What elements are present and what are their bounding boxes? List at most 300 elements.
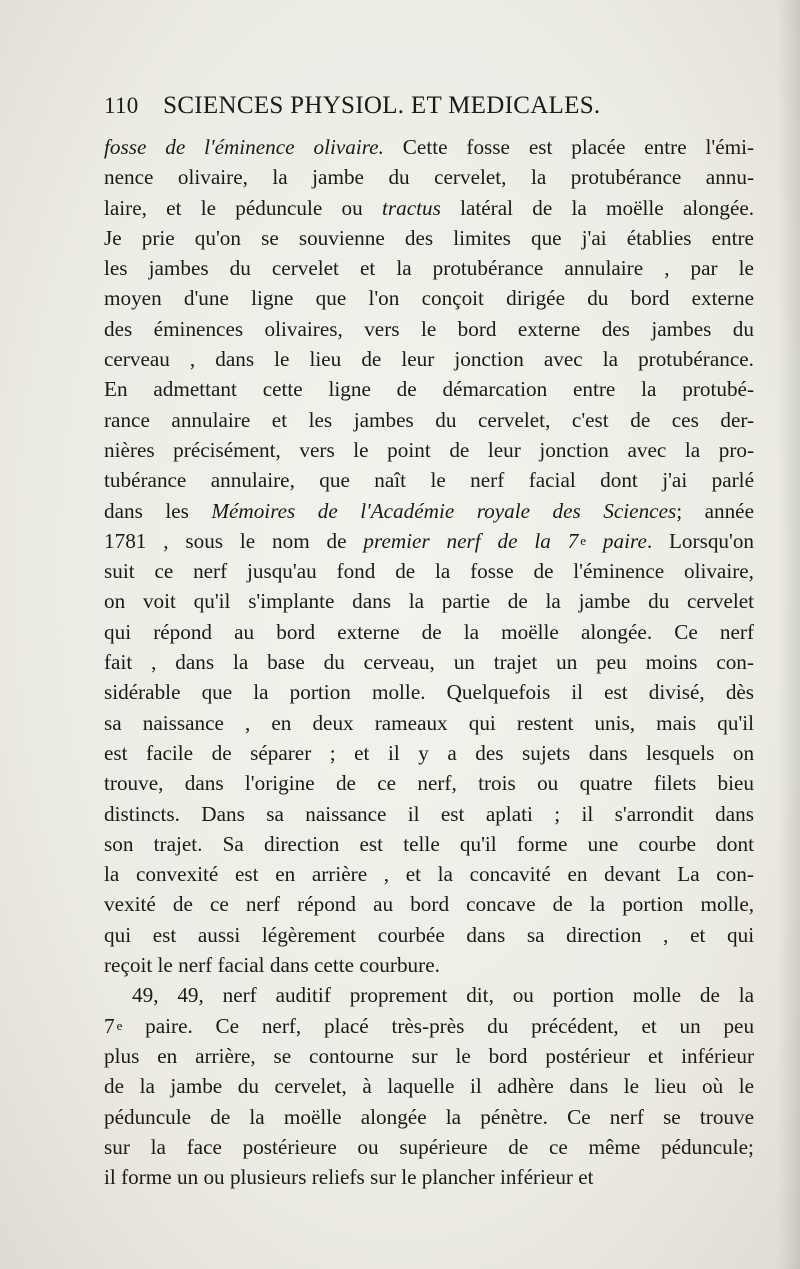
word: reliefs xyxy=(311,1165,365,1190)
word: cerveau xyxy=(104,347,170,372)
word: devant xyxy=(604,862,661,887)
word: l'éminence xyxy=(204,135,295,159)
word: de xyxy=(552,892,573,917)
word: La xyxy=(677,862,700,887)
word: trajet. xyxy=(153,831,203,856)
word: l'émi- xyxy=(705,135,754,159)
word: précisément, xyxy=(173,437,281,462)
word: aplati xyxy=(485,801,533,826)
word: nence xyxy=(104,165,154,190)
word: nerf xyxy=(446,528,481,553)
word: sur xyxy=(411,1043,438,1068)
word: annulaire xyxy=(171,407,251,432)
word: sa xyxy=(266,801,284,826)
word: inférieur xyxy=(500,1165,573,1190)
word: la xyxy=(104,862,120,887)
word: il xyxy=(387,740,400,765)
word: facile xyxy=(146,740,194,765)
word: de xyxy=(210,1104,231,1129)
text-line xyxy=(104,526,754,556)
word: la xyxy=(408,589,425,614)
text-line xyxy=(104,889,754,919)
word: on xyxy=(732,740,754,765)
word: partie xyxy=(441,589,491,614)
text-line xyxy=(104,283,754,313)
word: par xyxy=(690,256,718,281)
word: jambe xyxy=(578,589,631,614)
word: qui xyxy=(104,922,132,947)
running-title: SCIENCES PHYSIOL. ET MEDICALES. xyxy=(163,92,601,119)
word: restent xyxy=(516,710,574,735)
word: la xyxy=(530,165,547,190)
word: 49, xyxy=(177,983,204,1008)
word: direction xyxy=(566,922,642,947)
text-line xyxy=(104,799,754,829)
word: jonction xyxy=(539,437,609,462)
word: naissance xyxy=(142,710,224,735)
word: des xyxy=(475,740,504,765)
word: sa xyxy=(104,710,122,735)
word: trois xyxy=(478,771,516,796)
word: protubé- xyxy=(682,377,754,402)
word: En xyxy=(104,377,128,402)
word: royale xyxy=(476,498,531,523)
superscript: e xyxy=(580,532,587,548)
word: quatre xyxy=(579,771,633,796)
word: des xyxy=(404,225,434,250)
word: olivaire, xyxy=(683,559,754,584)
word: son xyxy=(104,831,134,856)
word: du xyxy=(323,650,345,675)
word: éminences xyxy=(153,316,244,341)
word: nerf xyxy=(178,953,213,978)
word: ; xyxy=(329,740,336,765)
word: le xyxy=(157,953,173,978)
word: protubérance. xyxy=(638,347,754,372)
word: s'arrondit xyxy=(614,801,694,826)
word: du xyxy=(487,1013,509,1038)
text-line xyxy=(104,1011,754,1041)
word: supérieure xyxy=(399,1134,488,1159)
word: molle, xyxy=(700,892,754,917)
word: de xyxy=(507,589,528,614)
word: de xyxy=(361,347,382,372)
word: que xyxy=(319,468,350,493)
word: Je xyxy=(104,225,122,250)
word: con- xyxy=(716,862,754,887)
word: ou xyxy=(357,1134,379,1159)
word: jambes xyxy=(148,256,209,281)
word: où xyxy=(702,1074,724,1099)
word: fosse xyxy=(470,559,514,584)
text-line xyxy=(104,1071,754,1101)
word: laire, xyxy=(104,195,147,220)
word: face xyxy=(186,1134,222,1159)
word: contourne xyxy=(309,1043,394,1068)
word: vers xyxy=(364,316,400,341)
word: moëlle xyxy=(606,195,664,220)
word: et xyxy=(641,1013,657,1038)
word: annulaire xyxy=(564,256,644,281)
word: la xyxy=(463,619,480,644)
text-line xyxy=(104,314,754,344)
word: dans xyxy=(352,589,391,614)
word: la xyxy=(249,1104,265,1129)
word: nerf xyxy=(719,619,754,644)
word: qui xyxy=(468,710,496,735)
word: laquelle xyxy=(387,1074,455,1099)
word: ce xyxy=(377,771,397,796)
word: séparer xyxy=(250,740,312,765)
word: admettant xyxy=(153,377,237,402)
word: telle xyxy=(403,831,440,856)
word: un xyxy=(453,650,475,675)
word: nerf xyxy=(222,983,257,1008)
word: nerf xyxy=(245,892,281,917)
word: . xyxy=(646,528,653,553)
word: précédent, xyxy=(531,1013,619,1038)
word: molle xyxy=(632,983,682,1008)
word: nerf xyxy=(609,1104,644,1129)
word: de xyxy=(104,1074,124,1099)
word: cervelet, xyxy=(274,1074,347,1099)
text-line xyxy=(104,738,754,768)
word: entre xyxy=(572,377,616,402)
word: annu- xyxy=(705,165,754,190)
word: de xyxy=(165,135,186,159)
word: concavité xyxy=(469,862,551,887)
word: le xyxy=(420,316,437,341)
word: il xyxy=(104,1165,116,1190)
text-line xyxy=(104,1132,754,1162)
word: et xyxy=(578,1165,594,1190)
word: ligne xyxy=(328,377,371,402)
word: olivaire. xyxy=(313,135,384,159)
word: cerveau, xyxy=(363,650,435,675)
word: des xyxy=(552,498,581,523)
word: un xyxy=(679,1013,701,1038)
word: 49, xyxy=(132,983,159,1008)
word: la xyxy=(150,1134,166,1159)
word: l'origine xyxy=(244,771,315,796)
word: , xyxy=(245,710,251,735)
word: que xyxy=(530,225,562,250)
word: au xyxy=(373,892,394,917)
word: de xyxy=(396,377,417,402)
word: cervelet xyxy=(271,256,339,281)
word: leur xyxy=(401,347,435,372)
word: vexité xyxy=(104,892,156,917)
word: le xyxy=(738,1074,754,1099)
word: protubérance xyxy=(432,256,544,281)
word: le xyxy=(200,195,216,220)
word: dans xyxy=(269,953,309,978)
word: entre xyxy=(644,135,687,159)
word: de xyxy=(630,407,651,432)
word: bord xyxy=(488,1043,528,1068)
word: , xyxy=(383,862,390,887)
word: de xyxy=(699,983,720,1008)
word: dans xyxy=(569,1074,609,1099)
word: la xyxy=(589,892,606,917)
word: point xyxy=(387,437,431,462)
word: Ce xyxy=(674,619,698,644)
word: péduncule; xyxy=(660,1134,754,1159)
word: rameaux xyxy=(374,710,448,735)
word: Dans xyxy=(201,801,245,826)
word: alongée. xyxy=(682,195,754,220)
text-line xyxy=(104,1041,754,1071)
word: la xyxy=(641,377,657,402)
word: nerf xyxy=(470,468,505,493)
word: l'Académie xyxy=(360,498,455,523)
word: dans xyxy=(184,771,224,796)
word: limites xyxy=(453,225,511,250)
word: ou xyxy=(203,1165,225,1190)
word: 7 xyxy=(567,528,579,553)
word: proprement xyxy=(349,983,448,1008)
word: plancher xyxy=(421,1165,495,1190)
word: ces xyxy=(671,407,699,432)
text-line xyxy=(104,344,754,374)
word: les xyxy=(308,407,333,432)
word: cette xyxy=(262,377,303,402)
word: tractus xyxy=(381,195,441,220)
word: , xyxy=(664,256,670,281)
word: répond xyxy=(153,619,213,644)
word: distincts. xyxy=(104,801,180,826)
word: base xyxy=(267,650,305,675)
word: légèrement xyxy=(261,922,357,947)
word: pénètre. xyxy=(480,1104,548,1129)
word: portion xyxy=(552,983,614,1008)
word: forme xyxy=(121,1165,172,1190)
text-line xyxy=(104,193,754,223)
word: jusqu'au xyxy=(246,559,317,584)
word: la xyxy=(738,983,754,1008)
word: , xyxy=(151,650,157,675)
word: lieu xyxy=(654,1074,687,1099)
text-line xyxy=(104,1162,754,1192)
word: de xyxy=(497,528,518,553)
word: est xyxy=(604,680,628,705)
text-line xyxy=(104,708,754,738)
word: à xyxy=(362,1074,372,1099)
word: entre xyxy=(711,225,754,250)
word: dans xyxy=(215,347,255,372)
word: portion xyxy=(622,892,684,917)
word: nières xyxy=(104,437,155,462)
word: dirigée xyxy=(506,286,565,311)
word: sa xyxy=(526,922,545,947)
word: premier xyxy=(363,528,430,553)
word: con- xyxy=(716,650,754,675)
word: la xyxy=(602,347,619,372)
word: fond xyxy=(336,559,376,584)
word: est xyxy=(234,862,259,887)
word: est xyxy=(152,922,177,947)
word: dans xyxy=(175,650,215,675)
word: courbée xyxy=(377,922,445,947)
word: placée xyxy=(571,135,626,159)
word: peu xyxy=(596,650,627,675)
text-line xyxy=(104,950,754,980)
word: bieu xyxy=(717,771,754,796)
word: mais xyxy=(656,710,697,735)
word: la xyxy=(445,1104,462,1129)
text-line xyxy=(104,162,754,192)
word: très-près xyxy=(391,1013,465,1038)
word: de xyxy=(326,528,347,553)
word: paire. xyxy=(145,1013,193,1038)
word: sur xyxy=(104,1134,130,1159)
word: latéral xyxy=(460,195,513,220)
text-line xyxy=(104,496,754,526)
word: c'est xyxy=(571,407,609,432)
word: même xyxy=(588,1134,641,1159)
word: et xyxy=(690,922,706,947)
text-line xyxy=(104,768,754,798)
word: et xyxy=(166,195,182,220)
word: rance xyxy=(104,407,150,432)
word: auditif xyxy=(275,983,331,1008)
word: dans xyxy=(466,922,506,947)
word: du xyxy=(648,589,670,614)
word: qui xyxy=(727,922,754,947)
word: Lorsqu'on xyxy=(668,528,754,553)
word: jambe xyxy=(170,1074,223,1099)
word: du xyxy=(388,165,410,190)
word: leur xyxy=(487,437,521,462)
word: dit, xyxy=(466,983,494,1008)
word: der- xyxy=(720,407,754,432)
word: que xyxy=(201,680,233,705)
word: dans xyxy=(104,498,143,523)
text-line xyxy=(104,920,754,950)
word: dont xyxy=(600,468,638,493)
word: fosse xyxy=(104,135,147,159)
word: concave xyxy=(466,892,536,917)
word: externe xyxy=(691,286,754,311)
word: Mémoires xyxy=(211,498,296,523)
word: forme xyxy=(516,831,568,856)
word: nerf xyxy=(193,559,228,584)
word: 7 xyxy=(104,1013,115,1038)
word: de xyxy=(395,559,416,584)
word: de xyxy=(532,195,553,220)
word: jambes xyxy=(651,316,712,341)
word: les xyxy=(104,256,128,281)
word: unis, xyxy=(594,710,636,735)
word: se xyxy=(663,1104,681,1129)
word: filets xyxy=(653,771,697,796)
word: trouve xyxy=(699,1104,754,1129)
word: de xyxy=(317,498,338,523)
running-header xyxy=(104,86,724,126)
word: naissance xyxy=(305,801,387,826)
word: portion xyxy=(289,680,351,705)
word: moins xyxy=(645,650,698,675)
word: la xyxy=(272,165,288,190)
word: externe xyxy=(517,316,581,341)
word: la xyxy=(435,559,451,584)
word: ou xyxy=(341,195,363,220)
word: une xyxy=(587,831,619,856)
word: ligne xyxy=(251,286,294,311)
text-line xyxy=(104,405,754,435)
word: vers xyxy=(299,437,335,462)
word: la xyxy=(253,680,269,705)
word: arrière xyxy=(311,862,368,887)
word: jambe xyxy=(312,165,364,190)
word: nerf, xyxy=(417,771,457,796)
word: cervelet, xyxy=(434,165,507,190)
word: fait xyxy=(104,650,133,675)
word: bord xyxy=(276,619,316,644)
word: postérieur xyxy=(545,1043,631,1068)
word: arrière, xyxy=(195,1043,256,1068)
word: le xyxy=(623,1074,640,1099)
word: , xyxy=(189,347,196,372)
word: cervelet xyxy=(687,589,754,614)
word: le xyxy=(430,468,446,493)
word: ce xyxy=(548,1134,568,1159)
word: du xyxy=(435,407,457,432)
word: inférieur xyxy=(681,1043,754,1068)
word: facial xyxy=(217,953,265,978)
word: postérieure xyxy=(242,1134,337,1159)
word: Ce xyxy=(567,1104,591,1129)
word: lesquels xyxy=(646,740,715,765)
word: externe xyxy=(337,619,400,644)
word: Quelquefois xyxy=(446,680,551,705)
word: péduncule xyxy=(104,1104,192,1129)
word: alongée xyxy=(360,1104,427,1129)
word: sous xyxy=(185,528,224,553)
word: sujets xyxy=(521,740,571,765)
word: établies xyxy=(626,225,692,250)
word: du xyxy=(229,256,251,281)
word: bord xyxy=(410,892,450,917)
word: courbe xyxy=(638,831,697,856)
word: moëlle xyxy=(501,619,559,644)
word: protubérance xyxy=(570,165,682,190)
word: qui xyxy=(104,619,132,644)
word: se xyxy=(261,225,279,250)
word: le xyxy=(239,528,256,553)
word: du xyxy=(237,1074,259,1099)
word: ou xyxy=(512,983,534,1008)
word: trajet xyxy=(493,650,538,675)
word: Sa xyxy=(222,831,244,856)
word: du xyxy=(732,316,754,341)
word: olivaire, xyxy=(177,165,248,190)
word: le xyxy=(401,1165,417,1190)
word: Cette xyxy=(402,135,448,159)
word: paire xyxy=(602,528,647,553)
word: l'on xyxy=(368,286,400,311)
word: de xyxy=(335,771,356,796)
word: et xyxy=(271,407,288,432)
word: de xyxy=(421,619,442,644)
word: qu'il xyxy=(717,710,754,735)
word: adhère xyxy=(497,1074,554,1099)
word: et xyxy=(647,1043,664,1068)
word: direction xyxy=(264,831,340,856)
text-line xyxy=(104,829,754,859)
word: ce xyxy=(210,892,229,917)
word: voit xyxy=(142,589,176,614)
